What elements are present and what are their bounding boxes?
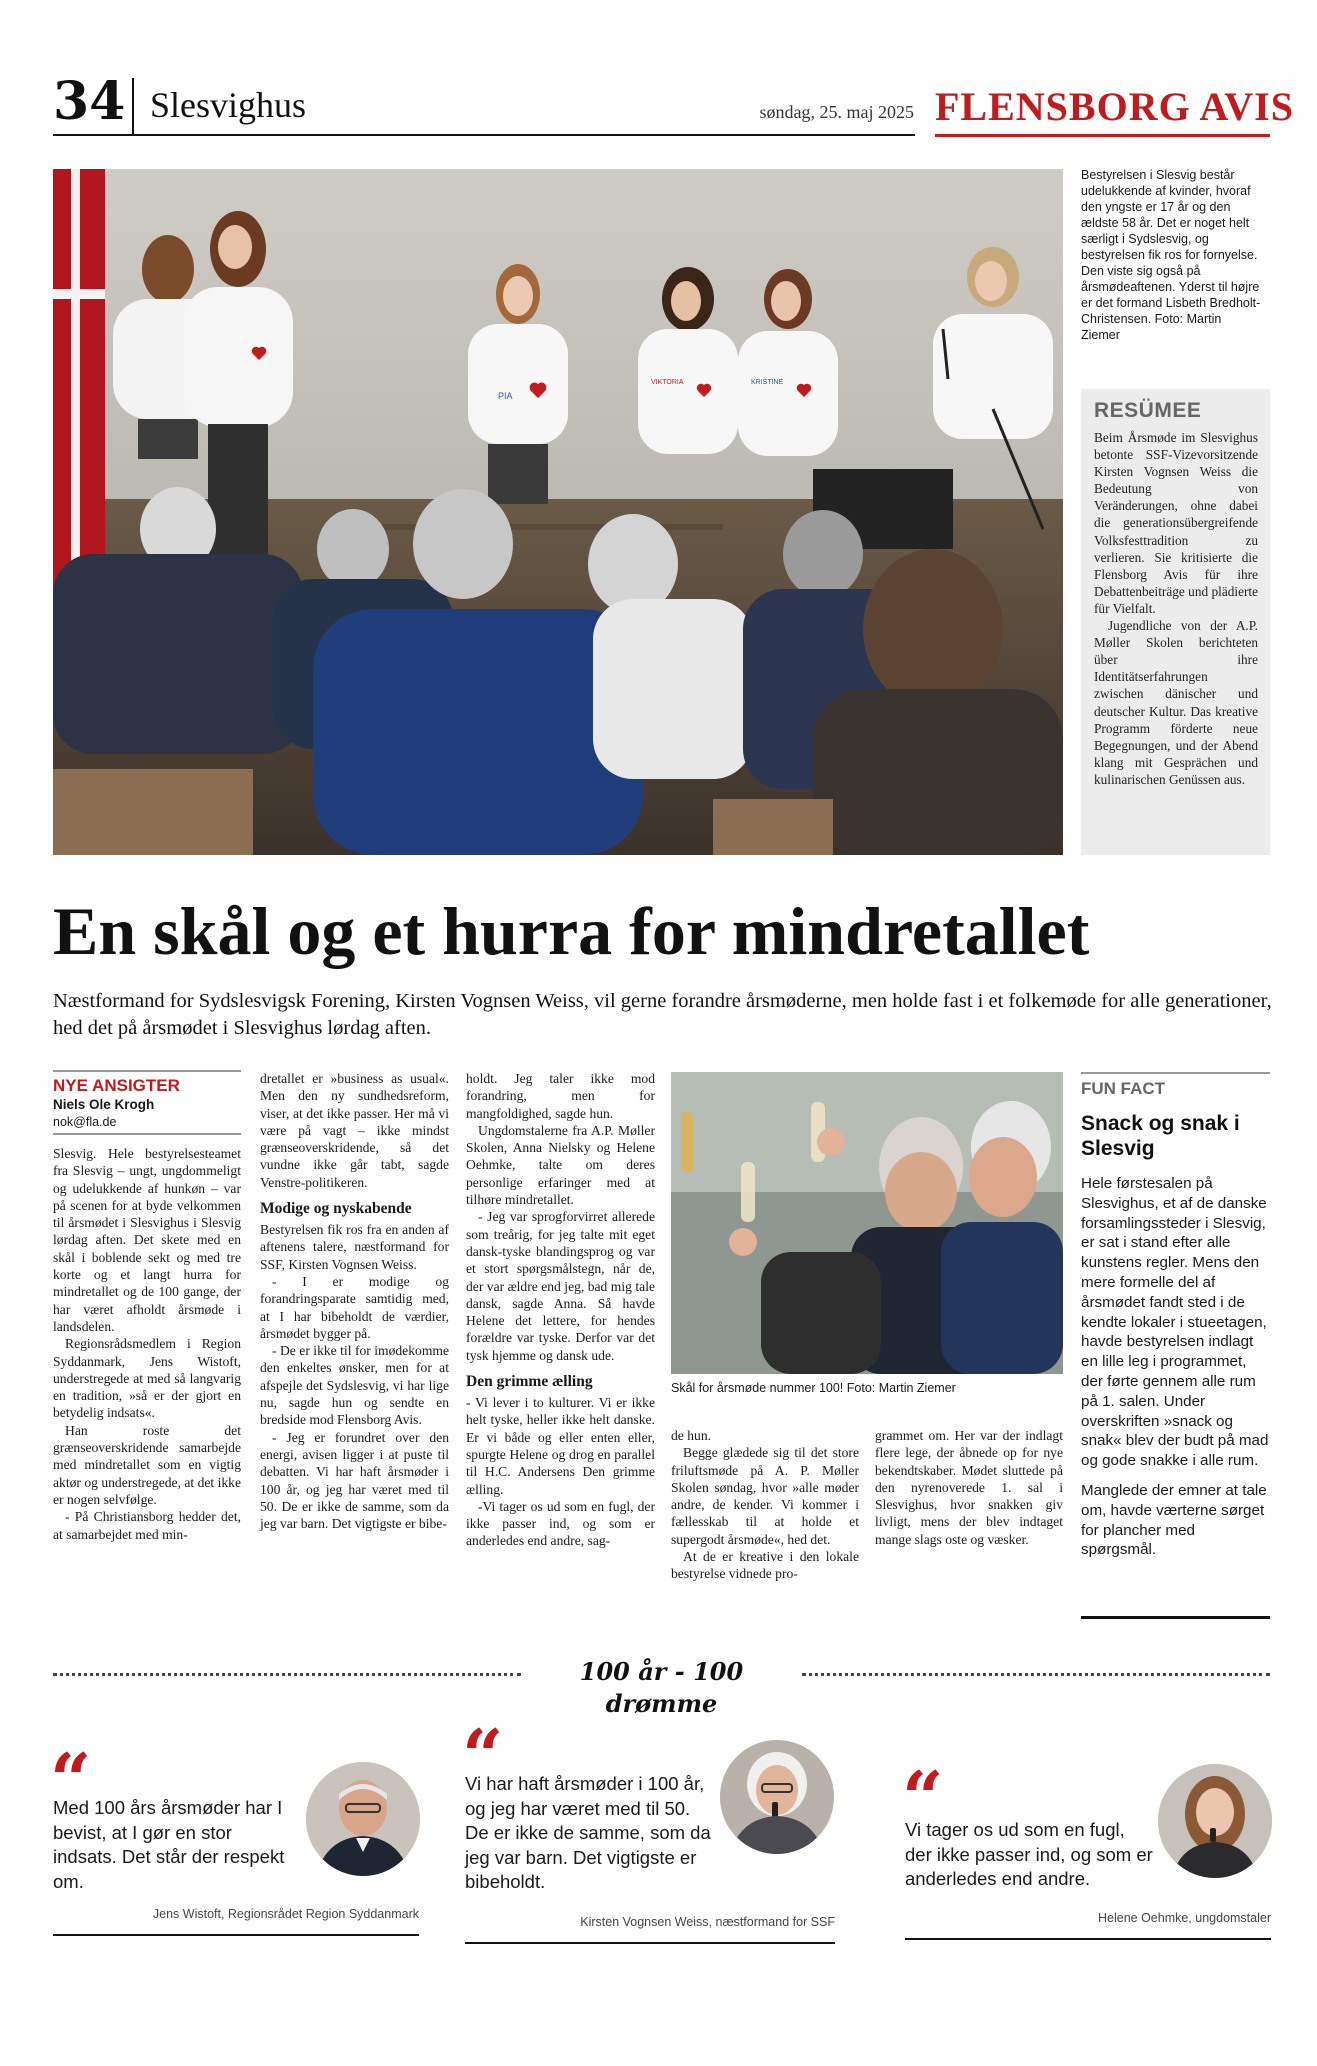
- quote-mark-icon: “: [50, 1737, 92, 1822]
- quote-attribution: Kirsten Vognsen Weiss, næstformand for SSF: [580, 1915, 835, 1929]
- body-paragraph: - Jeg er forundret over den energi, avisen ligger i at puste til debatten. Vi har haft årsmøder i 100 år, og jeg har været med til 50. De er ikke de samme, som da jeg var barn. Det vigtigste er bibe-: [260, 1429, 449, 1532]
- body-paragraph: Han roste det grænseoverskridende samarbejde med mindretallet som en vigtig aktør og understregede, at det ikke er nogen selvfølge.: [53, 1422, 241, 1507]
- body-paragraph: - Vi lever i to kulturer. Vi er ikke helt tyske, heller ikke helt danske. Er vi både og eller enten eller, spurgte Helene og drog en parallel til H.C. Andersens Den grimme ælling.: [466, 1395, 655, 1497]
- quote-rule: [53, 1934, 419, 1936]
- section-title: Slesvighus: [150, 85, 307, 125]
- resume-box: [1081, 389, 1270, 855]
- portrait-helene-oehmke: [1158, 1764, 1272, 1878]
- article-column-2: [260, 1070, 449, 1532]
- portrait-illustration: [306, 1762, 420, 1876]
- article-column-3: [466, 1070, 655, 1550]
- article-headline: En skål og et hurra for mindretallet: [53, 893, 1090, 969]
- subheading: Modige og nyskabende: [260, 1200, 412, 1218]
- portrait-jens-wistoft: [306, 1762, 420, 1876]
- quote-text: Vi har haft årsmøder i 100 år, og jeg har været med til 50. De er ikke de samme, som da jeg var barn. Det vigtigste er bibeholdt.: [465, 1773, 711, 1892]
- portrait-kirsten-vognsen-weiss: [720, 1740, 834, 1854]
- body-paragraph: - De er ikke til for imødekomme den enkeltes ønsker, men for at afspejle det Sydslesvig, vi har lige nu, sagde hun og sendte en bredside mod Flensborg Avis.: [260, 1343, 449, 1428]
- byline-top-rule: [53, 1070, 241, 1072]
- main-photo: [53, 169, 1063, 855]
- logo-text: FLENSBORG AVIS: [935, 84, 1294, 129]
- quote-attribution: Helene Oehmke, ungdomstaler: [1097, 1911, 1271, 1925]
- fun-fact-paragraph: Manglede der emner at tale om, havde værterne sørget for plancher med spørgsmål.: [1081, 1481, 1267, 1559]
- body-paragraph: grammet om. Her var der indlagt flere lege, der åbnede op for nye bekendtskaber. Mødet sluttede på den nyrenoverede 1. sal i Slesvighus, hvor snakken giv livligt, mens der blev indtaget mange slags oste og væsker.: [875, 1428, 1063, 1547]
- shirt-label: VIKTORIA: [651, 379, 684, 386]
- stage-edge: [343, 524, 723, 530]
- stage-photo-illustration: [53, 169, 1063, 855]
- byline-email[interactable]: nok@fla.de: [53, 1115, 117, 1129]
- resume-body: [1094, 429, 1258, 788]
- issue-date: søndag, 25. maj 2025: [759, 102, 914, 122]
- article-column-1: [53, 1145, 241, 1543]
- resume-paragraph: Beim Årsmøde im Slesvighus betonte SSF-Vizevorsitzende Kirsten Vognsen Weiss die Bedeutung von Veränderungen, ohne dabei die generationsübergreifende Volksfesttradition zu verlieren. Sie kritisierte die Flensborg Avis für ihre Debattenbeiträge und plädierte für Vielfalt.: [1094, 430, 1258, 616]
- portrait-illustration: [1158, 1764, 1272, 1878]
- main-photo-caption: Bestyrelsen i Slesvig består udelukkende af kvinder, hvoraf den yngste er 17 år og den ældste 58 år. Det er noget helt særligt i Sydslesvig, og bestyrelsen fik ros for fornyelse. Den viste sig også på årsmødeaftenen. Yderst til højre er det formand Lisbeth Bredholt-Christensen. Foto: Martin Ziemer: [1081, 168, 1261, 342]
- article-column-5: [875, 1427, 1063, 1548]
- article-column-4: [671, 1427, 859, 1583]
- body-paragraph: dretallet er »business as usual«. Men den ny sundhedsreform, viser, at det ikke passer. Her må vi være på vagt – ikke mindst grænseoverskridende, så det vundne ikke går tabt, sagde Venstre-politikeren.: [260, 1071, 449, 1190]
- body-paragraph: Ungdomstalerne fra A.P. Møller Skolen, Anna Nielsky og Helene Oehmke, talte om deres personlige erfaringer med at tilhøre mindretallet.: [466, 1122, 655, 1208]
- body-paragraph: holdt. Jeg taler ikke mod forandring, men for mangfoldighed, sagde hun.: [466, 1071, 655, 1121]
- resume-title: RESÜMEE: [1094, 399, 1202, 422]
- byline-author: Niels Ole Krogh: [53, 1097, 155, 1112]
- resume-paragraph: Jugendliche von der A.P. Møller Skolen berichteten über ihre Identitätserfahrungen zwischen dänischer und deutscher Kultur. Das kreative Programm förderte neue Begegnungen, und der Abend klang mit Gesprächen und kulinarischen Genüssen aus.: [1094, 618, 1258, 787]
- body-paragraph: -Vi tager os ud som en fugl, der ikke passer ind, og som er anderledes end andre, sag-: [466, 1498, 655, 1549]
- body-paragraph: de hun.: [671, 1428, 712, 1443]
- body-paragraph: Regionsrådsmedlem i Region Syddanmark, Jens Wistoft, understregede at med så langvarig en tradition, »så er der gjort en betydelig indsats«.: [53, 1336, 241, 1421]
- fun-fact-paragraph: Hele førstesalen på Slesvighus, et af de danske forsamlingssteder i Slesvig, er sat i stand efter alle kunstens regler. Mens den mere formelle del af årsmødet fandt sted i de kendte lokaler i stueetagen, havde bestyrelsen indlagt en lille leg i programmet, der førte gennem alle rum på 1. salen. Under overskriften »snack og snak« blev der budt på mad og gode snakke i alle rum.: [1081, 1175, 1269, 1470]
- page-number: 34: [53, 71, 126, 132]
- newspaper-logo: [935, 84, 1294, 140]
- fun-fact-bottom-rule: [1081, 1616, 1270, 1619]
- byline-kicker: NYE ANSIGTER: [53, 1076, 180, 1095]
- toast-photo: [671, 1072, 1063, 1374]
- body-paragraph: At de er kreative i den lokale bestyrelse vidnede pro-: [671, 1549, 859, 1582]
- quote-rule: [905, 1938, 1271, 1940]
- fun-fact-kicker: FUN FACT: [1081, 1079, 1166, 1098]
- logo-underline: [935, 134, 1270, 137]
- fun-fact-top-rule: [1081, 1072, 1270, 1074]
- quote-mark-icon: “: [462, 1713, 504, 1798]
- body-paragraph: - Jeg var sprogforvirret allerede som treårig, for jeg talte mit eget dansk-tyske blandingsprog og var et stort spørgsmålstegn, når de, der var ældre end jeg, bad mig tale dansk, sagde Anna. Så havde Helene det lettere, for hendes forældre var tyske. Derfor var det tysk hjemme og dansk ude.: [466, 1209, 655, 1363]
- quote-attribution: Jens Wistoft, Regionsrådet Region Syddanmark: [152, 1907, 419, 1921]
- portrait-illustration: [720, 1740, 834, 1854]
- strip-title: 100 år - 100 drømme: [579, 1657, 744, 1718]
- fun-fact-title: Snack og snak i Slesvig: [1081, 1112, 1240, 1160]
- subheading: Den grimme ælling: [466, 1373, 593, 1391]
- body-paragraph: - I er modige og forandringsparate samtidig med, at I har bibeholdt de værdier, årsmødet bygger på.: [260, 1273, 449, 1341]
- body-paragraph: - På Christiansborg hedder det, at samarbejdet med min-: [53, 1509, 241, 1542]
- danish-flag: [53, 169, 105, 589]
- quote-text: Vi tager os ud som en fugl, der ikke passer ind, og som er anderledes end andre.: [905, 1819, 1153, 1889]
- toast-photo-caption: Skål for årsmøde nummer 100! Foto: Martin Ziemer: [671, 1381, 956, 1395]
- shirt-label: PIA: [498, 391, 513, 401]
- quote-rule: [465, 1942, 835, 1944]
- strip-dots-left: [53, 1673, 521, 1676]
- toast-photo-illustration: [671, 1072, 1063, 1374]
- quote-text: Med 100 års årsmøder har I bevist, at I gør en stor indsats. Det står der respekt om.: [53, 1797, 285, 1892]
- shirt-label: KRISTINE: [751, 379, 784, 386]
- body-paragraph: Slesvig. Hele bestyrelsesteamet fra Slesvig – ungt, ungdommeligt og udelukkende af hunkøn – var på scenen for at byde velkommen til årsmødet i Slesvighus i Slesvig lørdag aften. Det skete med en skål i boblende sekt og med tre korte og et langt hurra for mindretallet og de 100 gange, der har været afholdt årsmøde i landsdelen.: [53, 1146, 241, 1334]
- body-paragraph: Begge glædede sig til det store friluftsmøde på A. P. Møller Skolen søndag, hvor »alle møder andre, de kender. Vi kommer i fællesskab til at holde et supergodt årsmøde«, hed det.: [671, 1445, 859, 1547]
- body-paragraph: Bestyrelsen fik ros fra en anden af aftenens talere, næstformand for SSF, Kirsten Vognsen Weiss.: [260, 1222, 449, 1272]
- article-lead: Næstformand for Sydslesvigsk Forening, Kirsten Vognsen Weiss, vil gerne forandre årsmøderne, men holde fast i et folkemøde for alle generationer, hed det på årsmødet i Slesvighus lørdag aften.: [53, 990, 1272, 1039]
- byline-bottom-rule: [53, 1133, 241, 1135]
- strip-dots-right: [802, 1673, 1270, 1676]
- header-rule: [53, 134, 915, 136]
- header-divider: [132, 78, 134, 134]
- quote-mark-icon: “: [902, 1755, 944, 1840]
- fun-fact-body: [1081, 1174, 1270, 1560]
